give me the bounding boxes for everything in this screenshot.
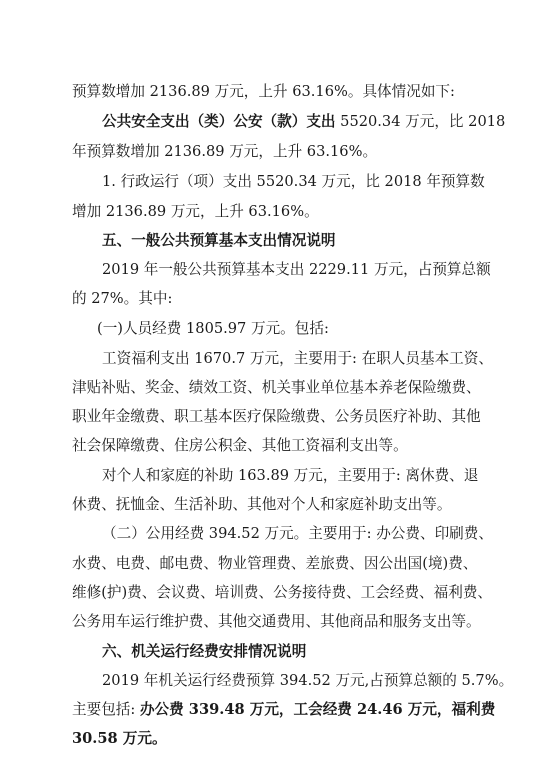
paragraph-line	[102, 112, 505, 132]
paragraph-line: 津贴补贴、奖金、绩效工资、机关事业单位基本养老保险缴费、	[72, 379, 481, 396]
paragraph-line: 休费、抚恤金、生活补助、其他对个人和家庭补助支出等。	[72, 496, 452, 513]
paragraph-line: 公务用车运行维护费、其他交通费用、其他商品和服务支出等。	[72, 613, 481, 630]
paragraph-line: 预算数增加 2136.89 万元，上升 63.16%。具体情况如下:	[72, 83, 455, 100]
section-heading-5: 五、一般公共预算基本支出情况说明	[102, 232, 336, 249]
paragraph-line: 对个人和家庭的补助 163.89 万元，主要用于: 离休费、退	[102, 467, 479, 484]
paragraph-line	[72, 700, 495, 720]
plain-text: 主要包括:	[72, 701, 140, 718]
list-item-line: 1. 行政运行（项）支出 5520.34 万元，比 2018 年预算数	[102, 173, 485, 190]
plain-text: 5520.34 万元，比 2018	[335, 113, 506, 130]
paragraph-line: 30.58 万元。	[72, 730, 167, 747]
subsection-heading-1: (一)人员经费 1805.97 万元。包括:	[97, 320, 329, 337]
section-heading-6: 六、机关运行经费安排情况说明	[102, 643, 307, 660]
paragraph-line: 增加 2136.89 万元，上升 63.16%。	[72, 203, 319, 220]
paragraph-line: 的 27%。其中:	[72, 290, 173, 307]
paragraph-line: 2019 年一般公共预算基本支出 2229.11 万元，占预算总额	[102, 261, 491, 278]
bold-text: 办公费 339.48 万元，工会经费 24.46 万元，福利费	[139, 701, 496, 718]
paragraph-line: 2019 年机关运行经费预算 394.52 万元,占预算总额的 5.7%。	[102, 672, 514, 689]
paragraph-line: 维修(护)费、会议费、培训费、公务接待费、工会经费、福利费、	[72, 584, 493, 601]
bold-text: 公共安全支出（类）公安（款）支出	[102, 113, 336, 130]
paragraph-line: 年预算数增加 2136.89 万元，上升 63.16%。	[72, 143, 378, 160]
subsection-heading-2: （二）公用经费 394.52 万元。主要用于: 办公费、印刷费、	[102, 525, 493, 542]
paragraph-line: 工资福利支出 1670.7 万元，主要用于: 在职人员基本工资、	[102, 350, 493, 367]
paragraph-line: 水费、电费、邮电费、物业管理费、差旅费、因公出国(境)费、	[72, 555, 478, 572]
paragraph-line: 职业年金缴费、职工基本医疗保险缴费、公务员医疗补助、其他	[72, 408, 481, 425]
paragraph-line: 社会保障缴费、住房公积金、其他工资福利支出等。	[72, 437, 408, 454]
